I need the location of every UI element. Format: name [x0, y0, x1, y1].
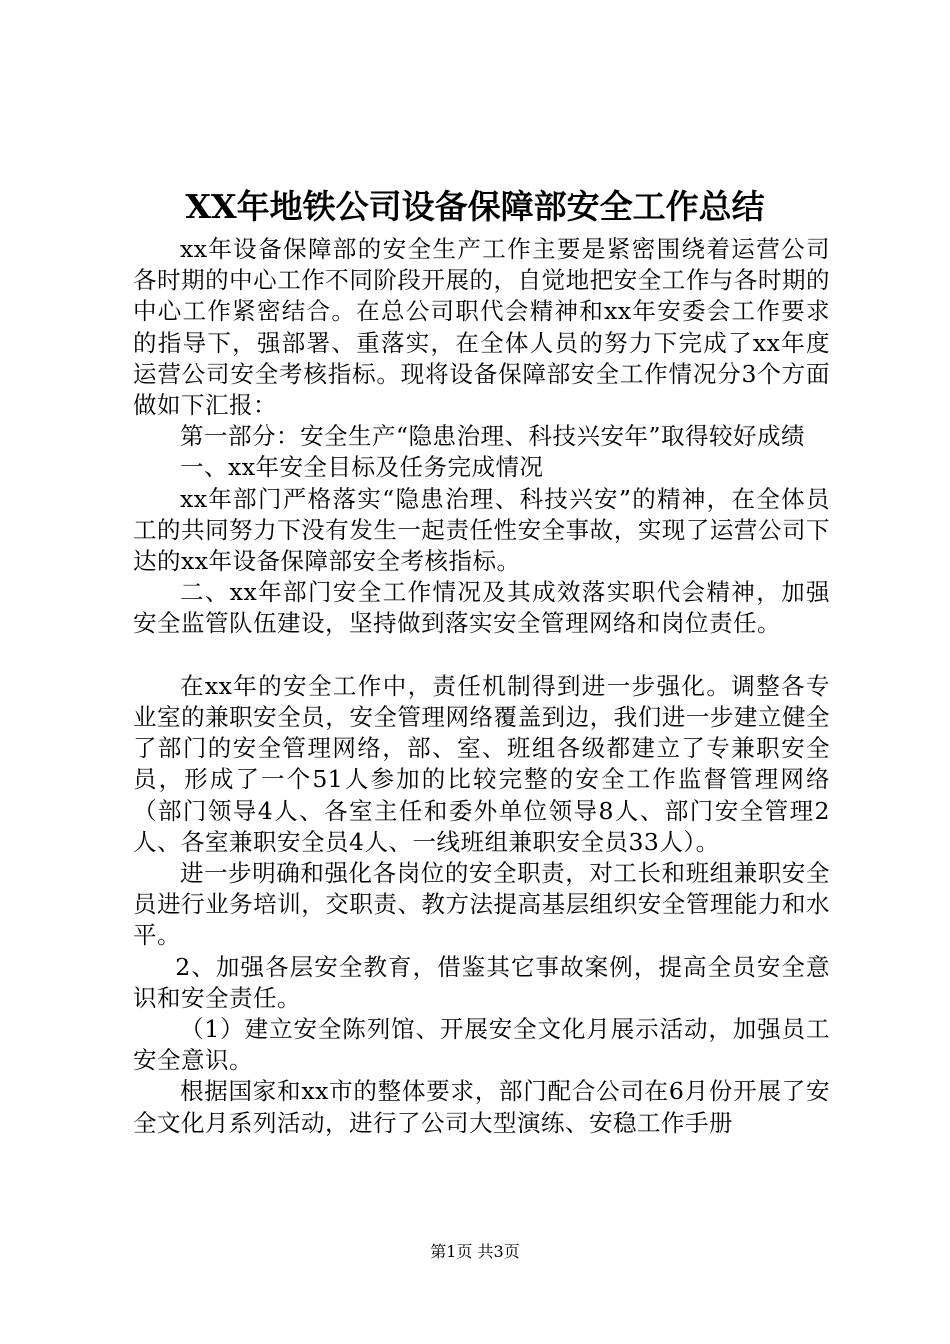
paragraph-culture-month: 根据国家和xx市的整体要求，部门配合公司在6月份开展了安全文化月系列活动，进行了公司大型演练、安稳工作手册: [133, 1077, 830, 1137]
paragraph-intro: xx年设备保障部的安全生产工作主要是紧密围绕着运营公司各时期的中心工作不同阶段开展的，自觉地把安全工作与各时期的中心工作紧密结合。在总公司职代会精神和xx年安委会工作要求的指导下，强部署、重落实，在全体人员的努力下完成了xx年度运营公司安全考核指标。现将设备保障部安全工作情况分3个方面做如下汇报：: [133, 235, 830, 420]
paragraph-exhibition: （1）建立安全陈列馆、开展安全文化月展示活动，加强员工安全意识。: [133, 1015, 830, 1075]
paragraph-education: 2、加强各层安全教育，借鉴其它事故案例，提高全员安全意识和安全责任。: [133, 952, 830, 1012]
paragraph-section-two-heading: 二、xx年部门安全工作情况及其成效落实职代会精神，加强安全监管队伍建设，坚持做到落实安全管理网络和岗位责任。: [133, 578, 830, 638]
page-footer: 第1页 共3页: [430, 1242, 520, 1261]
paragraph-responsibility: 在xx年的安全工作中，责任机制得到进一步强化。调整各专业室的兼职安全员，安全管理网络覆盖到边，我们进一步建立健全了部门的安全管理网络，部、室、班组各级都建立了专兼职安全员，形成了一个51人参加的比较完整的安全工作监督管理网络（部门领导4人、各室主任和委外单位领导8人、部门安全管理2人、各室兼职安全员4人、一线班组兼职安全员33人）。: [133, 671, 830, 856]
paragraph-part-one-heading: 第一部分：安全生产“隐患治理、科技兴安年”取得较好成绩: [180, 422, 806, 451]
paragraph-spacer: [133, 640, 830, 671]
document-title: XX年地铁公司设备保障部安全工作总结: [185, 187, 765, 226]
document-body: [133, 234, 830, 1139]
paragraph-section-one-body: xx年部门严格落实“隐患治理、科技兴安”的精神，在全体员工的共同努力下没有发生一起责任性安全事故，实现了运营公司下达的xx年设备保障部安全考核指标。: [133, 484, 830, 576]
paragraph-duties: 进一步明确和强化各岗位的安全职责，对工长和班组兼职安全员进行业务培训，交职责、教方法提高基层组织安全管理能力和水平。: [133, 859, 830, 950]
paragraph-section-one-heading: 一、xx年安全目标及任务完成情况: [180, 453, 544, 482]
